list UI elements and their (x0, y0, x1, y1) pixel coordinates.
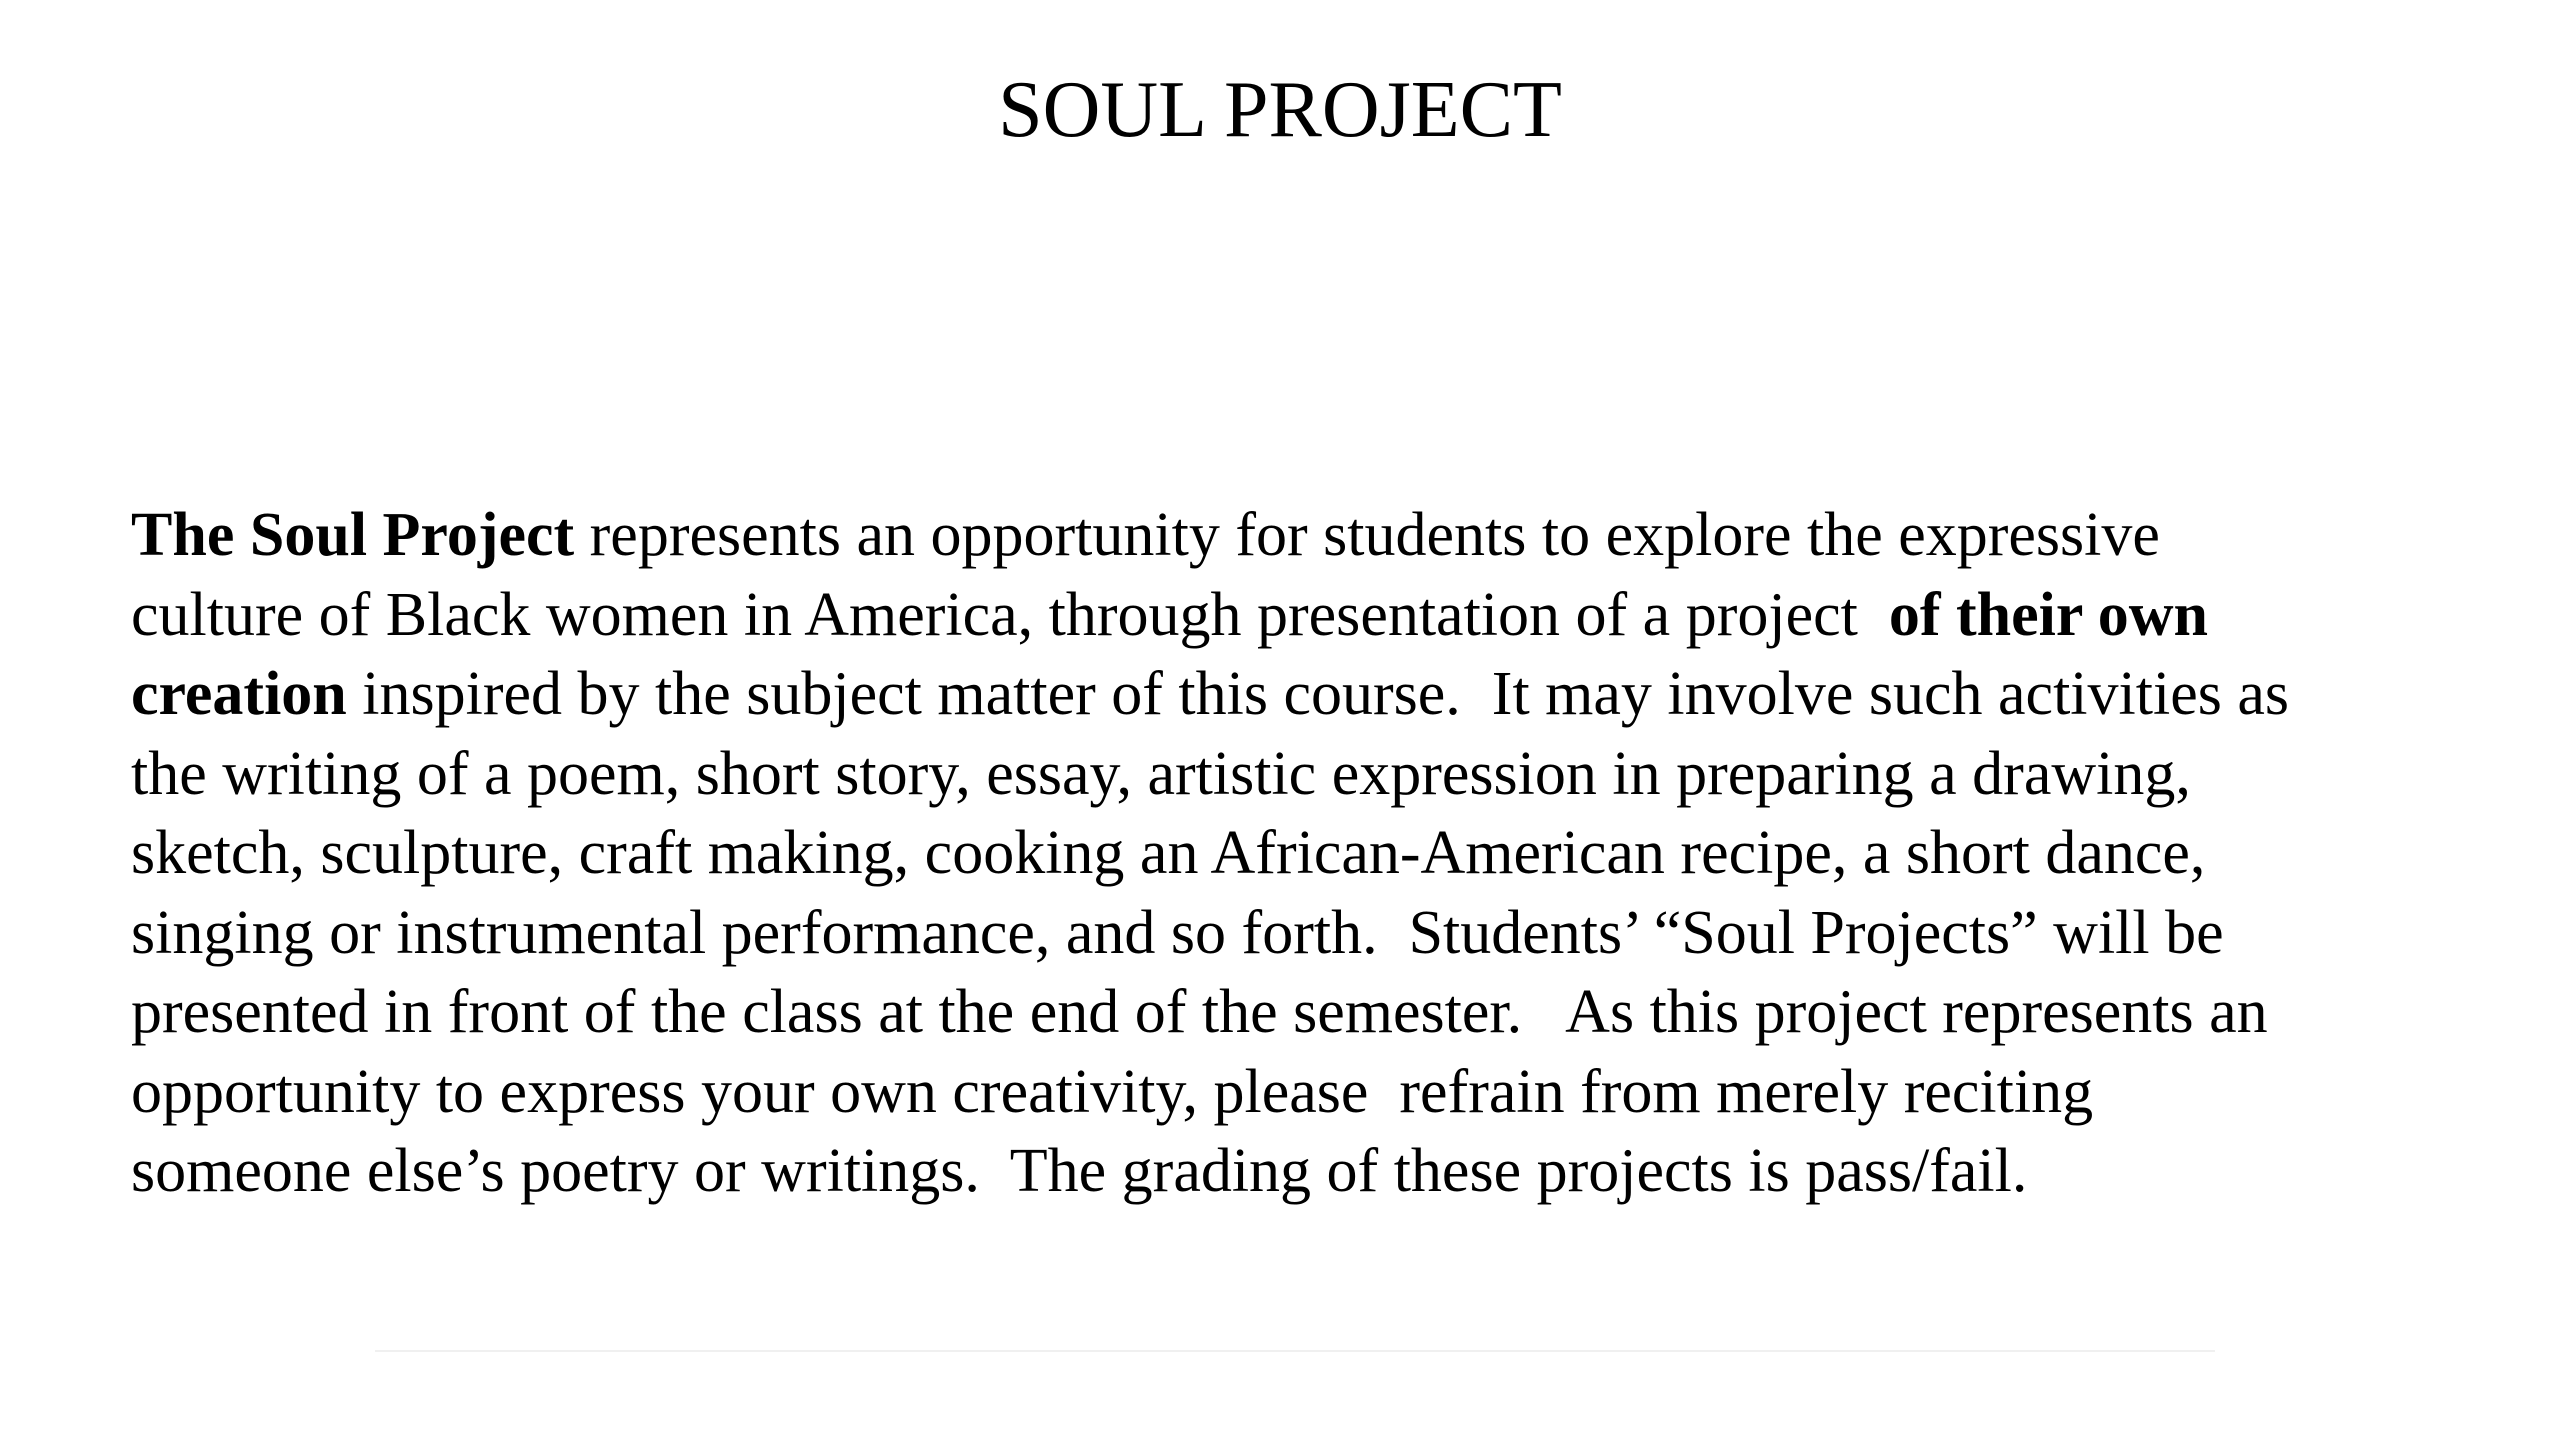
paragraph-line-2 (131, 576, 2461, 656)
bold-lead: The Soul Project (131, 501, 575, 569)
horizontal-divider (375, 1350, 2215, 1352)
bold-tail: of their own (1888, 580, 2209, 649)
line-text: represents an opportunity for students to explore the expressive (574, 501, 2160, 569)
paragraph-line-6 (131, 894, 2461, 974)
line-text: the writing of a poem, short story, essay, artistic expression in preparing a drawing, (131, 739, 2191, 808)
paragraph-line-9 (131, 1132, 2461, 1212)
body-paragraph (131, 496, 2461, 1212)
line-text: culture of Black women in America, through presentation of a project (131, 580, 1889, 649)
line-text: someone else’s poetry or writings. The grading of these projects is pass/fail. (131, 1137, 2028, 1205)
line-text: sketch, sculpture, craft making, cooking an African-American recipe, a short dance, (131, 819, 2206, 887)
line-text: inspired by the subject matter of this course. It may involve such activities as (346, 660, 2289, 728)
paragraph-line-3 (131, 655, 2461, 735)
paragraph-line-4 (131, 735, 2461, 815)
paragraph-line-5 (131, 814, 2461, 894)
paragraph-line-1 (131, 496, 2461, 576)
bold-lead: creation (131, 660, 347, 728)
paragraph-line-7 (131, 973, 2461, 1053)
line-text: opportunity to express your own creativity, please refrain from merely reciting (131, 1057, 2094, 1126)
line-text: presented in front of the class at the end of the semester. As this project represents an (131, 978, 2268, 1046)
document-title: SOUL PROJECT (998, 66, 1562, 154)
paragraph-line-8 (131, 1053, 2461, 1133)
line-text: singing or instrumental performance, and so forth. Students’ “Soul Projects” will be (131, 898, 2224, 967)
